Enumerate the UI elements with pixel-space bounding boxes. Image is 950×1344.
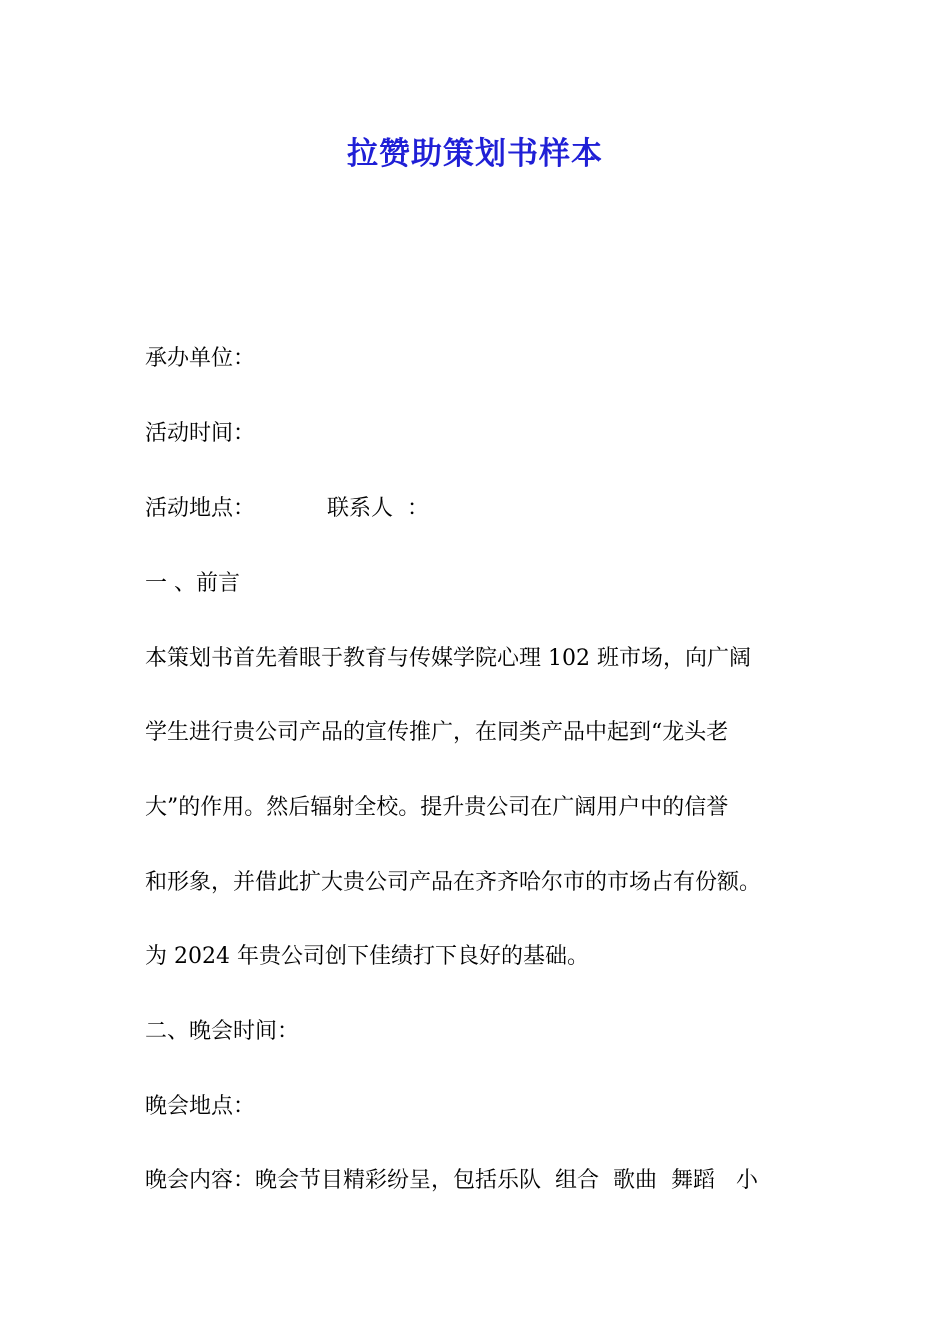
party-place-field: 晚会地点： — [145, 1094, 256, 1119]
paragraph-line: 为 2024 年贵公司创下佳绩打下良好的基础。 — [145, 944, 589, 969]
section2-heading: 二、晚会时间： — [145, 1019, 300, 1044]
organizer-field: 承办单位： — [145, 346, 256, 371]
paragraph-line: 大”的作用。然后辐射全校。提升贵公司在广阔用户中的信誉 — [145, 795, 729, 820]
activity-place-field: 活动地点： — [145, 496, 256, 521]
paragraph-line: 和形象，并借此扩大贵公司产品在齐齐哈尔市的市场占有份额。 — [145, 870, 762, 895]
activity-time-field: 活动时间： — [145, 421, 256, 446]
contact-field: 联系人 ： — [327, 496, 430, 521]
document-title: 拉赞助策划书样本 — [347, 136, 603, 172]
paragraph-line: 本策划书首先着眼于教育与传媒学院心理 102 班市场，向广阔 — [145, 646, 751, 671]
party-content-line: 晚会内容：晚会节目精彩纷呈，包括乐队 组合 歌曲 舞蹈 小 — [145, 1168, 758, 1193]
section1-heading: 一 、前言 — [145, 571, 240, 596]
paragraph-line: 学生进行贵公司产品的宣传推广，在同类产品中起到“龙头老 — [145, 720, 729, 745]
activity-place-row — [145, 494, 429, 524]
